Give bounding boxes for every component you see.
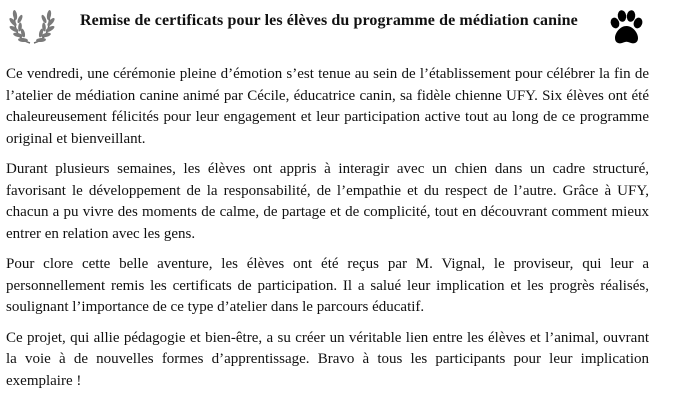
paragraph-4: Ce projet, qui allie pédagogie et bien-être, a su créer un véritable lien entre les élèves et l’animal, ouvrant la voie à de nouvelles formes d’apprentissage. Bravo à tous les participants pour leur implication exemplaire ! [6, 329, 649, 389]
article-body [6, 64, 649, 401]
paragraph-3: Pour clore cette belle aventure, les élèves ont été reçus par M. Vignal, le proviseur, qui leur a personnellement remis les certificats de participation. Il a salué leur implication et les progrès réalisés, soulignant l’importance de ce type d’atelier dans le parcours éducatif. [6, 256, 649, 315]
laurel-wreath-icon [9, 6, 55, 46]
paw-print-icon [606, 8, 646, 48]
paragraph-2: Durant plusieurs semaines, les élèves ont appris à interagir avec un chien dans un cadre structuré, favorisant le développement de la responsabilité, de l’empathie et du respect de l’autre. Grâce à UFY, chacun a pu vivre des moments de calme, de partage et de complicité, tout en découvrant comment mieux entrer en relation avec les gens. [6, 161, 649, 242]
article-header [0, 0, 673, 60]
paragraph-1: Ce vendredi, une cérémonie pleine d’émotion s’est tenue au sein de l’établissement pour célébrer la fin de l’atelier de médiation canine animé par Cécile, éducatrice canin, sa fidèle chienne UFY. Six élèves ont été chaleureusement félicités pour leur engagement et leur participation active tout au long de ce programme original et bienveillant. [6, 66, 649, 147]
article-title: Remise de certificats pour les élèves du programme de médiation canine [80, 12, 578, 29]
